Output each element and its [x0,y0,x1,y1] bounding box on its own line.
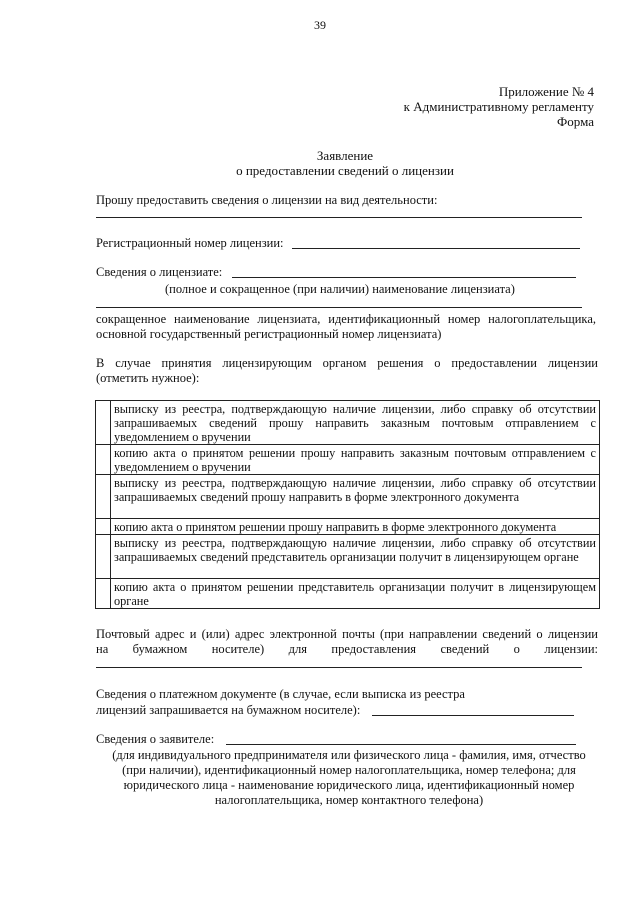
appendix-line-1: Приложение № 4 [498,84,594,99]
appendix-line-3: Форма [557,114,594,129]
applicant-hint-3: юридического лица - наименование юридического лица, идентификационный номер [123,778,575,792]
title-line-2: о предоставлении сведений о лицензии [236,163,454,178]
option-text: выписку из реестра, подтверждающую наличие лицензии, либо справку об отсутствии запрашиваемых сведений прошу направить заказным почтовым отправлением с уведомлением о вручении [111,401,600,445]
appendix-line-2: к Административному регламенту [403,99,594,114]
option-checkbox[interactable] [96,519,111,535]
decision-line-1: В случае принятия лицензирующим органом решения о предоставлении лицензии [96,356,598,370]
reg-number-label: Регистрационный номер лицензии: [96,236,284,250]
option-checkbox[interactable] [96,475,111,519]
licensee-field-line-2[interactable] [96,307,582,308]
options-table [95,400,600,609]
option-row[interactable] [96,445,600,475]
activity-label: Прошу предоставить сведения о лицензии на вид деятельности: [96,193,438,207]
option-text: копию акта о принятом решении прошу направить в форме электронного документа [111,519,600,535]
option-checkbox[interactable] [96,579,111,609]
option-row[interactable] [96,475,600,519]
licensee-hint-2-line-2: основной государственный регистрационный номер лицензиата) [96,327,442,341]
option-row[interactable] [96,401,600,445]
applicant-hint-4: налогоплательщика, номер контактного телефона) [214,793,484,807]
option-checkbox[interactable] [96,535,111,579]
payment-line-1: Сведения о платежном документе (в случае, если выписка из реестра [96,687,465,701]
payment-field-line[interactable] [372,715,574,716]
option-text: выписку из реестра, подтверждающую наличие лицензии, либо справку об отсутствии запрашиваемых сведений прошу направить в форме электронного документа [111,475,600,519]
payment-line-2: лицензий запрашивается на бумажном носителе): [96,703,361,717]
postal-field-line[interactable] [96,667,582,668]
option-row[interactable] [96,519,600,535]
licensee-hint-2-line-1: сокращенное наименование лицензиата, идентификационный номер налогоплательщика, [96,312,596,326]
option-row[interactable] [96,535,600,579]
reg-number-field-line[interactable] [292,248,580,249]
postal-line-2: на бумажном носителе) для предоставления сведений о лицензии: [96,642,598,656]
option-text: выписку из реестра, подтверждающую наличие лицензии, либо справку об отсутствии запрашиваемых сведений представитель организации получит в лицензирующем органе [111,535,600,579]
applicant-label: Сведения о заявителе: [96,732,215,746]
applicant-hint-2: (при наличии), идентификационный номер налогоплательщика, номер телефона; для [122,763,576,777]
option-text: копию акта о принятом решении представитель организации получит в лицензирующем органе [111,579,600,609]
option-checkbox[interactable] [96,445,111,475]
licensee-field-line[interactable] [232,277,576,278]
licensee-hint-1: (полное и сокращенное (при наличии) наименование лицензиата) [165,282,515,296]
applicant-hint-1: (для индивидуального предпринимателя или физического лица - фамилия, имя, отчество [112,748,586,762]
document-title [0,148,640,178]
option-checkbox[interactable] [96,401,111,445]
decision-line-2: (отметить нужное): [96,371,200,385]
title-line-1: Заявление [316,148,374,163]
option-row[interactable] [96,579,600,609]
postal-line-1: Почтовый адрес и (или) адрес электронной почты (при направлении сведений о лицензии [96,627,598,641]
appendix-header [404,84,594,129]
option-text: копию акта о принятом решении прошу направить заказным почтовым отправлением с уведомлением о вручении [111,445,600,475]
licensee-label: Сведения о лицензиате: [96,265,223,279]
applicant-field-line[interactable] [226,744,576,745]
page-number: 39 [314,18,326,32]
activity-field-line[interactable] [96,217,582,218]
